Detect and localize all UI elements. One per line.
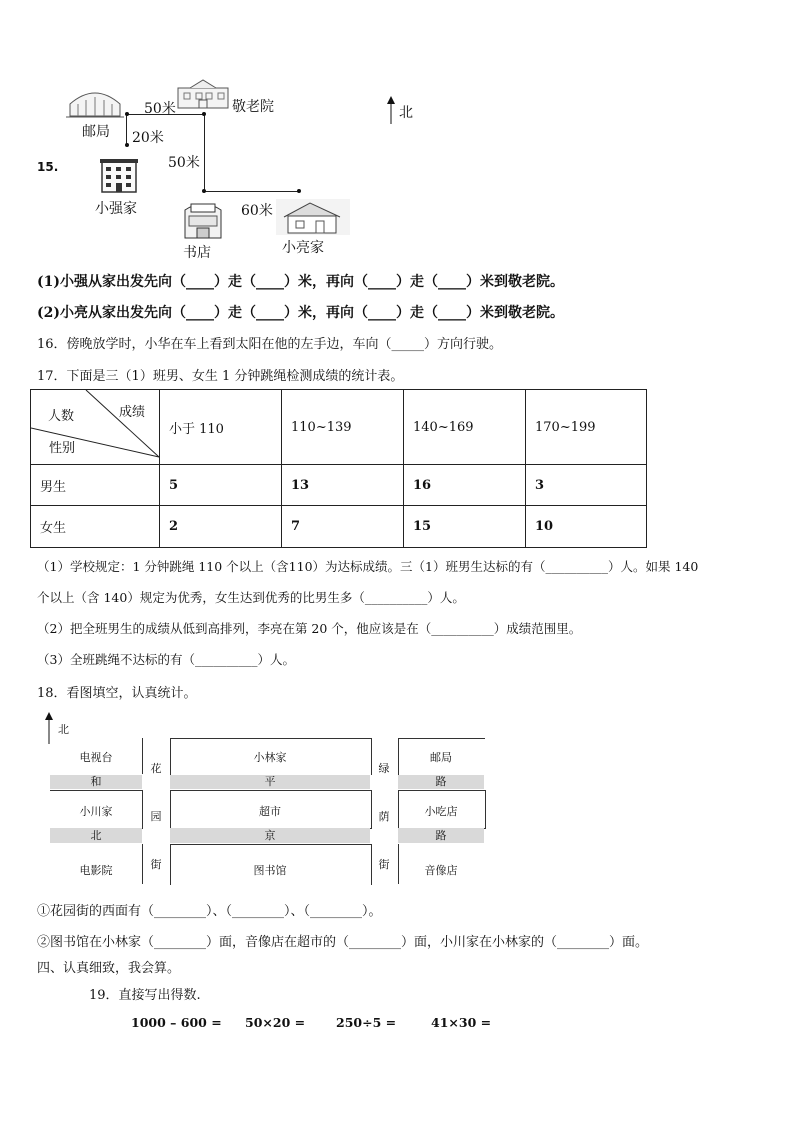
place-xiaolin-home: 小林家 — [253, 751, 287, 764]
table-row — [31, 506, 647, 548]
q17-part1-line1: （1）学校规定：1 分钟跳绳 110 个以上（含110）为达标成绩。三（1）班男生达标的有（__________）人。如果 140 — [37, 559, 699, 574]
table-row — [31, 465, 647, 506]
road-heping-segment: 路 — [398, 775, 484, 789]
stats-table — [30, 389, 647, 548]
distance-label: 50米 — [144, 101, 176, 117]
table-cell: 16 — [404, 465, 526, 506]
header-score: 成绩 — [119, 405, 146, 420]
distance-label: 20米 — [132, 130, 164, 146]
place-audio-store: 音像店 — [424, 864, 458, 877]
column-header: 110~139 — [282, 390, 404, 465]
road-beijing-segment: 京 — [170, 828, 370, 843]
distance-label: 60米 — [241, 203, 273, 219]
place-supermarket: 超市 — [259, 805, 281, 818]
table-cell: 3 — [526, 465, 647, 506]
row-label: 男生 — [31, 465, 160, 506]
q18-line1: ①花园街的西面有（________）、（________）、（________）。 — [37, 904, 382, 919]
table-cell: 5 — [160, 465, 282, 506]
node — [202, 189, 206, 193]
q15-line1: (1)小强从家出发先向（____）走（____）米，再向（____）走（____）米到敬老院。 — [37, 274, 564, 290]
label-post-office: 邮局 — [82, 124, 110, 140]
section-title: 四、认真细致，我会算。 — [37, 961, 181, 976]
calc-expression: 41×30 = — [431, 1015, 492, 1030]
place-snack-shop: 小吃店 — [424, 805, 458, 818]
bookstore-icon — [181, 198, 225, 240]
street-luyin-char: 绿 — [378, 762, 390, 775]
street-luyin-char: 荫 — [378, 810, 390, 823]
north-label: 北 — [58, 723, 69, 736]
q15-line2: (2)小亮从家出发先向（____）走（____）米，再向（____）走（____）米到敬老院。 — [37, 305, 564, 321]
column-header: 140~169 — [404, 390, 526, 465]
place-tv-station: 电视台 — [79, 751, 113, 764]
q19-title: 19．直接写出得数. — [89, 988, 201, 1003]
path-segment — [126, 114, 127, 144]
table-cell: 15 — [404, 506, 526, 548]
q17-part3: （3）全班跳绳不达标的有（__________）人。 — [37, 652, 295, 667]
place-xiaochuan-home: 小川家 — [79, 805, 113, 818]
q18-line2: ②图书馆在小林家（________）面，音像店在超市的（________）面，小川家在小林家的（________）面。 — [37, 935, 649, 950]
header-count: 人数 — [48, 409, 75, 424]
table-cell: 13 — [282, 465, 404, 506]
road-heping-segment: 和 — [50, 775, 142, 789]
road-heping-segment: 平 — [170, 775, 370, 789]
place-cinema: 电影院 — [79, 864, 113, 877]
column-header: 170~199 — [526, 390, 647, 465]
node — [202, 112, 206, 116]
node — [297, 189, 301, 193]
north-arrow-icon — [386, 96, 396, 124]
node — [125, 143, 129, 147]
calc-expression: 50×20 = — [245, 1015, 306, 1030]
place-post-office: 邮局 — [430, 751, 452, 764]
label-xiaoliang-home: 小亮家 — [282, 240, 324, 256]
road-beijing-segment: 路 — [398, 828, 484, 843]
house-icon — [276, 199, 350, 235]
path-segment — [204, 191, 300, 192]
table-cell: 2 — [160, 506, 282, 548]
place-library: 图书馆 — [253, 864, 287, 877]
calc-expression: 1000 – 600 = — [131, 1015, 222, 1030]
table-cell: 7 — [282, 506, 404, 548]
row-label: 女生 — [31, 506, 160, 548]
q17-part1-line2: 个以上（含 140）规定为优秀，女生达到优秀的比男生多（__________）人。 — [37, 590, 465, 605]
street-huayuan-char: 街 — [150, 858, 162, 871]
north-label: 北 — [399, 105, 413, 121]
table-cell: 10 — [526, 506, 647, 548]
label-xiaoqiang-home: 小强家 — [95, 201, 137, 217]
node — [125, 112, 129, 116]
label-bookstore: 书店 — [183, 245, 211, 261]
road-beijing-segment: 北 — [50, 828, 142, 843]
nursing-home-icon — [176, 78, 230, 110]
calc-expression: 250÷5 = — [336, 1015, 397, 1030]
header-gender: 性别 — [49, 441, 76, 456]
q17-part2: （2）把全班男生的成绩从低到高排列，李亮在第 20 个，他应该是在（__________）成绩范围里。 — [37, 621, 582, 636]
street-luyin-char: 街 — [378, 858, 390, 871]
street-huayuan-char: 花 — [150, 762, 162, 775]
post-office-icon — [66, 86, 124, 120]
q18-title: 18．看图填空，认真统计。 — [37, 686, 197, 701]
apartment-building-icon — [100, 158, 138, 194]
q16-text: 16．傍晚放学时，小华在车上看到太阳在他的左手边，车向（_____）方向行驶。 — [37, 337, 503, 352]
question-number: 15. — [37, 160, 59, 174]
street-huayuan-char: 园 — [150, 810, 162, 823]
header-diagonal-cell — [31, 390, 160, 465]
column-header: 小于 110 — [160, 390, 282, 465]
path-segment — [204, 114, 205, 192]
q17-title: 17．下面是三（1）班男、女生 1 分钟跳绳检测成绩的统计表。 — [37, 369, 404, 384]
distance-label: 50米 — [168, 155, 200, 171]
label-nursing-home: 敬老院 — [232, 99, 274, 115]
